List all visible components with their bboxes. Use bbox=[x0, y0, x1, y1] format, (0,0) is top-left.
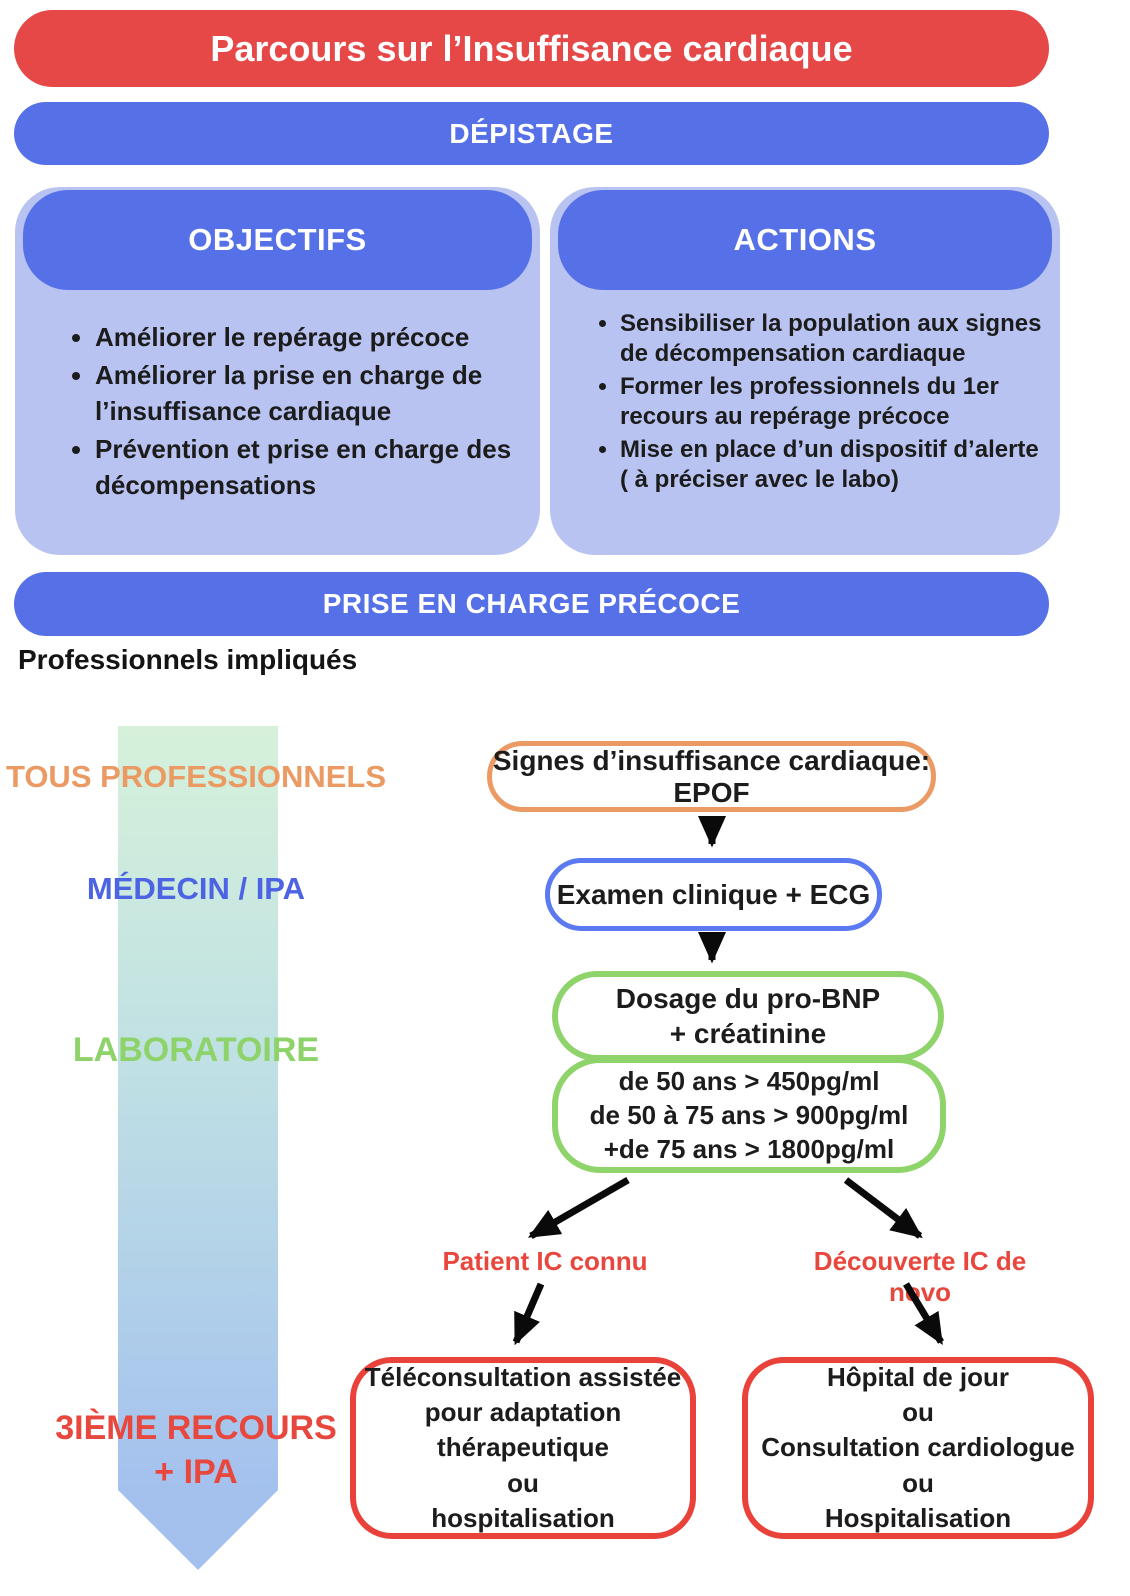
role-label: + IPA bbox=[154, 1453, 238, 1492]
node-line: Consultation cardiologue bbox=[761, 1432, 1075, 1463]
professionnels-subtitle: Professionnels impliqués bbox=[18, 644, 358, 675]
node-line: Hospitalisation bbox=[824, 1502, 1012, 1533]
prise-en-charge-banner bbox=[14, 572, 1049, 636]
node-line: Dosage du pro-BNP bbox=[615, 983, 881, 1014]
node-hopital-de-jour bbox=[742, 1357, 1094, 1539]
actions-item: • Former les professionnels du 1er recours au repérage précoce bbox=[620, 372, 1046, 433]
arrow-left-branch-to-outcome bbox=[516, 1284, 541, 1342]
roles-gradient-band bbox=[118, 726, 278, 1490]
role-label: MÉDECIN / IPA bbox=[86, 871, 306, 906]
role-laboratoire bbox=[1, 1028, 391, 1072]
arrow-seuils-to-right-branch bbox=[846, 1180, 920, 1236]
objectifs-item: • Améliorer la prise en charge de l’insuffisance cardiaque bbox=[95, 358, 516, 430]
actions-item: • Mise en place d’un dispositif d’alerte ( à préciser avec le labo) bbox=[620, 435, 1046, 496]
objectifs-item: • Prévention et prise en charge des décompensations bbox=[95, 432, 516, 504]
objectifs-header-label: OBJECTIFS bbox=[188, 222, 367, 257]
node-line: ou bbox=[902, 1467, 934, 1498]
node-label: Signes d’insuffisance cardiaque: EPOF bbox=[492, 744, 931, 808]
node-signes-epof bbox=[487, 741, 936, 812]
objectifs-item: • Améliorer le repérage précoce bbox=[95, 320, 516, 356]
node-line: + créatinine bbox=[669, 1018, 827, 1049]
role-medecin-ipa bbox=[1, 869, 391, 909]
node-dosage-probnp bbox=[552, 971, 944, 1061]
node-line: ou bbox=[902, 1397, 934, 1428]
node-line: hospitalisation bbox=[431, 1502, 615, 1533]
node-line: Téléconsultation assistée bbox=[364, 1362, 682, 1393]
node-teleconsultation bbox=[350, 1357, 696, 1539]
objectifs-header bbox=[23, 190, 532, 290]
actions-panel bbox=[550, 187, 1060, 555]
title-banner bbox=[14, 10, 1049, 87]
node-line: de 50 ans > 450pg/ml bbox=[618, 1065, 880, 1096]
role-3ieme-recours-ipa bbox=[1, 1406, 391, 1494]
actions-header bbox=[558, 190, 1052, 290]
node-line: +de 75 ans > 1800pg/ml bbox=[603, 1134, 895, 1165]
role-label: TOUS PROFESSIONNELS bbox=[5, 759, 387, 794]
depistage-label: DÉPISTAGE bbox=[449, 117, 614, 149]
node-line: Hôpital de jour bbox=[827, 1362, 1009, 1393]
role-label: LABORATOIRE bbox=[72, 1031, 320, 1069]
node-label: Examen clinique + ECG bbox=[556, 878, 871, 910]
branch-label-decouverte-ic-novo: Découverte IC de novo bbox=[813, 1246, 1027, 1307]
node-line: de 50 à 75 ans > 900pg/ml bbox=[589, 1099, 909, 1130]
page-title: Parcours sur l’Insuffisance cardiaque bbox=[210, 27, 853, 69]
objectifs-panel bbox=[15, 187, 540, 555]
depistage-banner bbox=[14, 102, 1049, 165]
role-label: 3IÈME RECOURS bbox=[55, 1409, 337, 1447]
node-examen-ecg bbox=[545, 858, 882, 931]
node-line: ou bbox=[507, 1467, 539, 1498]
role-tous-professionnels bbox=[1, 757, 391, 797]
node-seuils-probnp bbox=[552, 1057, 946, 1173]
actions-item: • Sensibiliser la population aux signes de décompensation cardiaque bbox=[620, 309, 1046, 370]
node-line: pour adaptation bbox=[424, 1397, 622, 1428]
node-line: thérapeutique bbox=[437, 1432, 609, 1463]
prise-en-charge-label: PRISE EN CHARGE PRÉCOCE bbox=[322, 588, 741, 619]
branch-label-patient-ic-connu: Patient IC connu bbox=[442, 1246, 648, 1276]
actions-header-label: ACTIONS bbox=[733, 222, 877, 257]
roles-band-arrow-tip bbox=[118, 1490, 278, 1570]
arrow-seuils-to-left-branch bbox=[531, 1180, 628, 1236]
